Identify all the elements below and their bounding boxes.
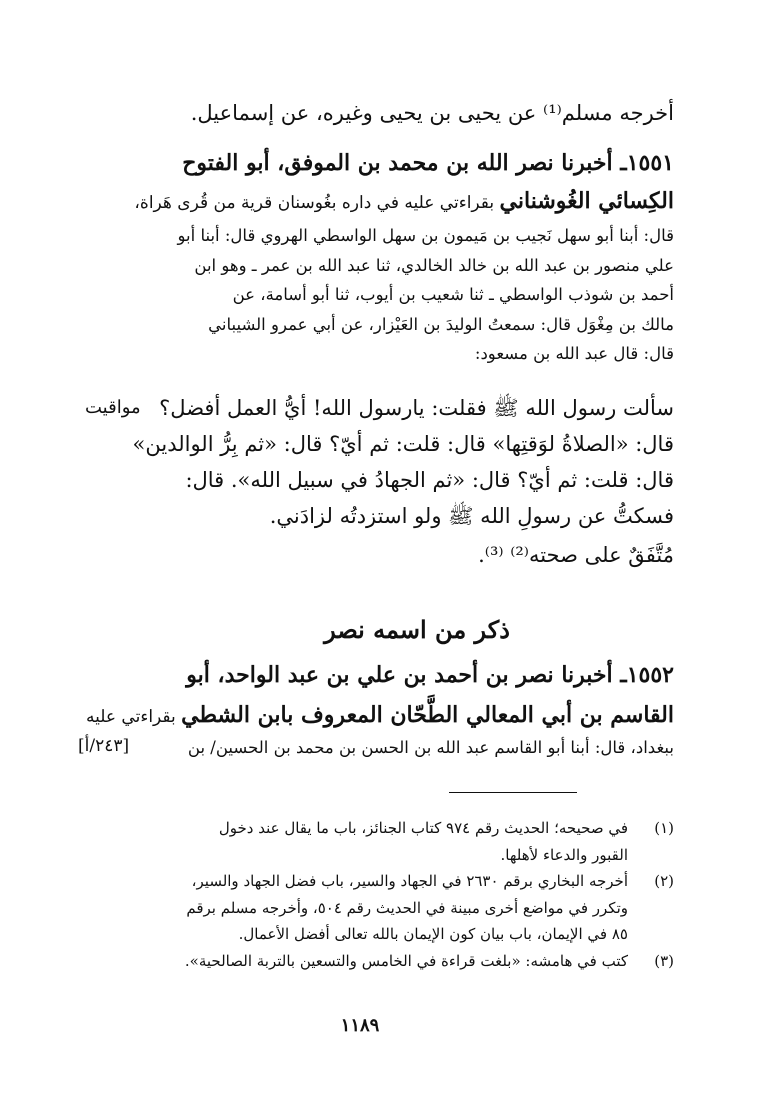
- footnote-number: (٣): [654, 951, 674, 970]
- isnad-line: علي منصور بن عبد الله بن خالد الخالدي، ثنا عبد الله بن عمر ـ وهو ابن: [194, 255, 674, 275]
- footnote-3: [166, 948, 674, 975]
- agreement-note: مُتَّفَقٌ على صحته⁽²⁾ ⁽³⁾.: [478, 543, 674, 567]
- narrator-name: القاسم بن أبي المعالي الطَّحّان المعروف بابن الشطي: [181, 702, 674, 728]
- isnad-line: مالك بن مِغْوَل قال: سمعتُ الوليدَ بن العَيْزار، عن أبي عمرو الشيباني: [208, 314, 674, 334]
- isnad-line: قال: أبنا أبو سهل نَجيب بن مَيمون بن سهل الواسطي الهروي قال: أبنا أبو: [177, 226, 674, 245]
- footnote-number: (٢): [654, 872, 674, 890]
- hadith-line: سألت رسول الله ﷺ فقلت: يارسول الله! أيُّ العمل أفضل؟: [159, 396, 674, 420]
- footnote-line: القبور والدعاء لأهلها.: [500, 845, 628, 864]
- entry-1551-line-2: [134, 182, 674, 222]
- folio-marker: [٢٤٣/أ]: [78, 736, 130, 756]
- footnote-number: (١): [654, 819, 674, 837]
- entry-1551-line-1: ١٥٥١ـ أخبرنا نصر الله بن محمد بن الموفق، أبو الفتوح: [182, 150, 674, 176]
- footnote-line: ٨٥ في الإيمان، باب بيان كون الإيمان بالله تعالى أفضل الأعمال.: [238, 925, 628, 943]
- footnotes: [166, 815, 674, 974]
- isnad-block: [166, 221, 674, 369]
- footnote-1: [166, 815, 674, 868]
- isnad-line: أحمد بن شوذب الواسطي ـ ثنا شعيب بن أيوب، ثنا أبو أسامة، عن: [232, 285, 674, 304]
- footnote-line: في صحيحه؛ الحديث رقم ٩٧٤ كتاب الجنائز، باب ما يقال عند دخول: [218, 819, 628, 837]
- margin-note-mawaqit: مواقيت: [85, 397, 141, 418]
- footnote-divider: [449, 792, 577, 793]
- narrator-location: بقراءتي عليه في داره بغُوسنان قرية من قُرى هَراة،: [134, 193, 500, 213]
- isnad-line: قال: قال عبد الله بن مسعود:: [474, 344, 674, 363]
- footnote-line: أخرجه البخاري برقم ٢٦٣٠ في الجهاد والسير، باب فضل الجهاد والسير،: [191, 872, 628, 890]
- hadith-line: قال: «الصلاةُ لوَقتِها» قال: قلت: ثم أيّ؟ قال: «ثم بِرُّ الوالدين»: [132, 432, 674, 456]
- footnote-2: [166, 868, 674, 948]
- entry-1551-heading: [134, 144, 674, 222]
- entry-1552-heading: [86, 655, 674, 737]
- hadith-line: قال: قلت: ثم أيّ؟ قال: «ثم الجهادُ في سبيل الله». قال:: [185, 468, 674, 492]
- hadith-text: [132, 390, 674, 534]
- hadith-line: فسكتُّ عن رسولِ الله ﷺ ولو استزدتُه لزادَني.: [269, 504, 674, 528]
- page-number: ١١٨٩: [340, 1015, 380, 1036]
- entry-1552-line-2: [86, 695, 674, 737]
- narrator-reading: بقراءتي عليه: [86, 707, 182, 727]
- narrator-name: الكِسائي الغُوشناني: [499, 188, 674, 214]
- section-title: ذكر من اسمه نصر: [324, 615, 510, 644]
- footnote-line: كتب في هامشه: «بلغت قراءة في الخامس والتسعين بالتربة الصالحية».: [184, 951, 628, 970]
- entry-1552-line-3: ببغداد، قال: أبنا أبو القاسم عبد الله بن الحسن بن محمد بن الحسين/ بن: [187, 738, 674, 757]
- footnote-line: وتكرر في مواضع أخرى مبينة في الحديث رقم ٥٠٤، وأخرجه مسلم برقم: [186, 898, 628, 917]
- intro-line: أخرجه مسلم⁽¹⁾ عن يحيى بن يحيى وغيره، عن إسماعيل.: [190, 101, 674, 125]
- entry-1552-line-1: ١٥٥٢ـ أخبرنا نصر بن أحمد بن علي بن عبد الواحد، أبو: [186, 662, 674, 688]
